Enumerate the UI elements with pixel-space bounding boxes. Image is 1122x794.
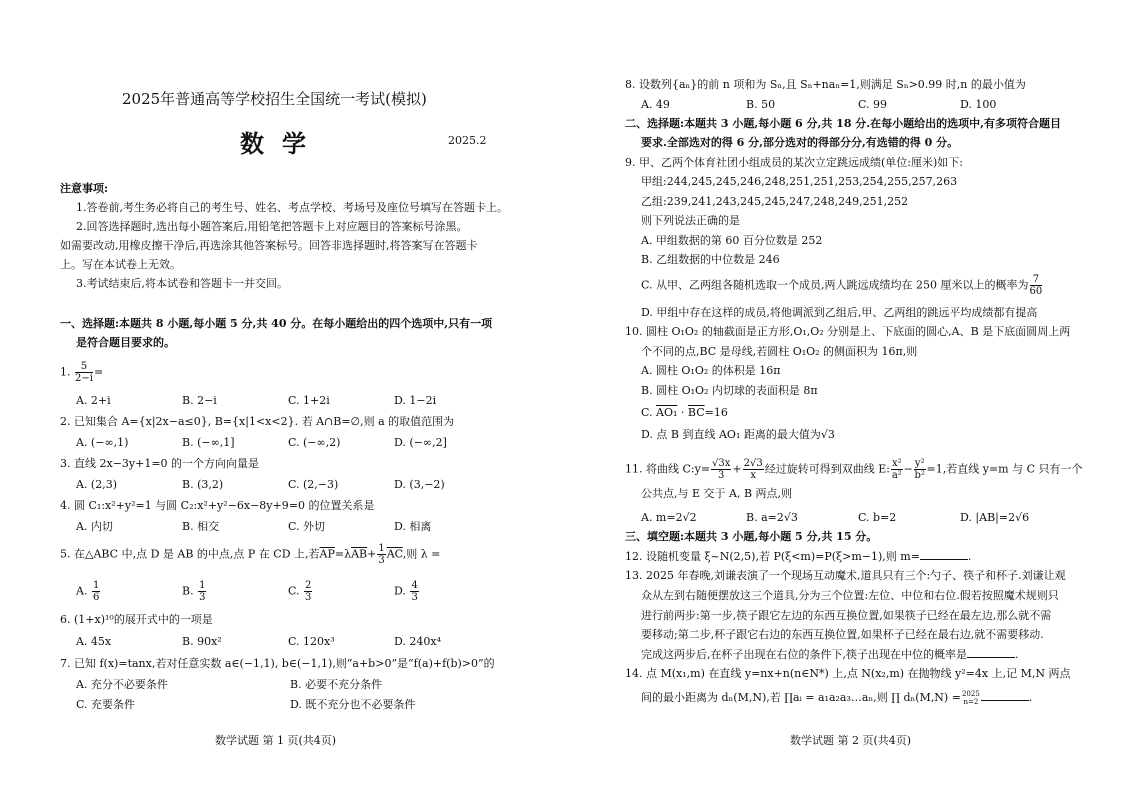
q4-option-b: B. 相交 [182,520,220,533]
section-1-heading-cont: 是符合题目要求的。 [76,336,175,349]
question-6: 6. (1+x)¹⁰的展开式中的一项是 [60,613,213,626]
exam-title: 2025年普通高等学校招生全国统一考试(模拟) [122,90,427,108]
q10-option-a: A. 圆柱 O₁O₂ 的体积是 16π [641,364,781,377]
notice-2c: 上。写在本试卷上无效。 [60,258,181,271]
q8-option-c: C. 99 [858,98,888,111]
q5-option-d: D. $\frac{4}{3}$ [394,580,418,603]
section-3-heading: 三、填空题:本题共 3 小题,每小题 5 分,共 15 分。 [625,530,878,543]
question-13-line4: 要移动;第二步,杯子跟它右边的东西互换位置,如果杯子已经在最右边,就不需要移动. [641,628,1044,641]
q1-fraction: $\frac{5}{2-i}$ [75,361,93,384]
q4-option-d: D. 相离 [394,520,432,533]
q10-option-b: B. 圆柱 O₁O₂ 内切球的表面积是 8π [641,384,818,397]
q1-option-d: D. 1−2i [394,394,437,407]
section-1-heading: 一、选择题:本题共 8 小题,每小题 5 分,共 40 分。在每小题给出的四个选项中,只有一项 [60,317,493,330]
q12-answer-blank [920,549,968,560]
question-14: 14. 点 M(x₁,m) 在直线 y=nx+n(n∈N*) 上,点 N(x₂,m) 在抛物线 y²=4x 上,记 M,N 两点 [625,667,1071,680]
q11-option-b: B. a=2√3 [746,511,798,524]
notice-1: 1.答卷前,考生务必将自己的考生号、姓名、考点学校、考场号及座位号填写在答题卡上。 [76,201,508,214]
q9-option-b: B. 乙组数据的中位数是 246 [641,253,780,266]
question-8: 8. 设数列{aₙ}的前 n 项和为 Sₙ,且 Sₙ+naₙ=1,则满足 Sₙ>0.99 时,n 的最小值为 [625,78,1026,91]
q6-option-c: C. 120x³ [288,635,335,648]
q2-option-c: C. (−∞,2) [288,436,341,449]
q14-answer-blank [981,690,1029,701]
question-10: 10. 圆柱 O₁O₂ 的轴截面是正方形,O₁,O₂ 分别是上、下底面的圆心,A、B 是下底面圆周上两 [625,325,1071,338]
q1-option-b: B. 2−i [182,394,217,407]
right-page-footer: 数学试题 第 2 页(共4页) [790,734,912,747]
vector-ab: $\overline{AB}$ [351,547,368,561]
q11-fraction-1: $\frac{√3x}{3}$ [712,458,731,481]
q11-option-d: D. |AB|=2√6 [960,511,1030,524]
question-7: 7. 已知 f(x)=tanx,若对任意实数 a∈(−1,1), b∈(−1,1),则“a+b>0”是“f(a)+f(b)>0”的 [60,657,495,670]
question-9: 9. 甲、乙两个体育社团小组成员的某次立定跳远成绩(单位:厘米)如下: [625,156,963,169]
q3-option-a: A. (2,3) [76,478,118,491]
q1-option-a: A. 2+i [76,394,111,407]
q8-option-b: B. 50 [746,98,776,111]
question-13-line5: 完成这两步后,在杯子出现在右位的条件下,筷子出现在中位的概率是 . [641,648,1019,661]
q3-option-d: D. (3,−2) [394,478,445,491]
section-2-heading-cont: 要求.全部选对的得 6 分,部分选对的得部分分,有选错的得 0 分。 [641,136,959,149]
q3-option-c: C. (2,−3) [288,478,339,491]
q5-option-d-fraction: $\frac{4}{3}$ [411,580,418,603]
q9-option-d: D. 甲组中存在这样的成员,将他调派到乙组后,甲、乙两组的跳远平均成绩都有提高 [641,306,1038,319]
q13-answer-blank [967,647,1015,658]
q1-number: 1. [60,365,71,379]
q7-option-c: C. 充要条件 [76,698,136,711]
notice-heading: 注意事项: [60,182,109,195]
q7-option-d: D. 既不充分也不必要条件 [290,698,416,711]
question-12: 12. 设随机变量 ξ~N(2,5),若 P(ξ<m)=P(ξ>m−1),则 m= . [625,550,972,563]
q11-fraction-3: $\frac{\text{x²}}{\text{a²}}$ [891,458,902,481]
q9-option-a: A. 甲组数据的第 60 百分位数是 252 [641,234,823,247]
q9-option-c-fraction: $\frac{7}{60}$ [1029,274,1043,297]
q2-option-a: A. (−∞,1) [76,436,129,449]
question-1: 1. $\frac{5}{2-i}$ = [60,361,104,384]
q9-option-c: C. 从甲、乙两组各随机选取一个成员,两人跳远成绩均在 250 厘米以上的概率为 $\frac{7}{60}$ [641,274,1043,297]
q5-option-a-fraction: $\frac{1}{6}$ [92,580,100,603]
q7-option-b: B. 必要不充分条件 [290,678,383,691]
exam-date: 2025.2 [448,134,487,147]
question-3: 3. 直线 2x−3y+1=0 的一个方向向量是 [60,457,260,470]
subject-title: 数学 [240,129,324,158]
q9-group-a: 甲组:244,245,245,246,248,251,251,253,254,255,257,263 [641,175,958,188]
q11-option-c: C. b=2 [858,511,897,524]
question-4: 4. 圆 C₁:x²+y²=1 与圆 C₂:x²+y²−6x−8y+9=0 的位置关系是 [60,499,375,512]
question-5: 5. 在△ABC 中,点 D 是 AB 的中点,点 P 在 CD 上,若$\overline{AP}=\lambda\overline{AB}+$ $\frac{1}{3}$ $\overline{AC}$,则 λ = [60,543,441,566]
section-2-heading: 二、选择题:本题共 3 小题,每小题 6 分,共 18 分.在每小题给出的选项中,有多项符合题目 [625,117,1061,130]
q6-option-d: D. 240x⁴ [394,635,442,648]
notice-3: 3.考试结束后,将本试卷和答题卡一并交回。 [76,277,288,290]
question-11: 11. 将曲线 C:y= $\frac{√3x}{3}$ + $\frac{2√3}{x}$ 经过旋转可得到双曲线 E: $\frac{\text{x²}}{\text{a²}}$ − $\frac{\text{y²}}{\text{b²}}$ =1,若直线 y=m 与 C 只有一个 [625,458,1083,481]
q6-option-a: A. 45x [76,635,112,648]
q2-option-b: B. (−∞,1] [182,436,235,449]
q4-option-a: A. 内切 [76,520,113,533]
q1-option-c: C. 1+2i [288,394,330,407]
q5-option-c-fraction: $\frac{2}{3}$ [305,580,312,603]
q10-option-d: D. 点 B 到直线 AO₁ 距离的最大值为√3 [641,428,835,441]
q10-option-c: C. $AO_1 \cdot \overline{BC}=16$ [641,406,728,419]
question-13-line2: 众从左到右随便摆放这三个道具,分为三个位置:左位、中位和右位.假若按照魔术规则只 [641,589,1059,602]
q8-option-a: A. 49 [641,98,670,111]
q9-prompt: 则下列说法正确的是 [641,214,740,227]
q3-option-b: B. (3,2) [182,478,224,491]
vector-ac: $\overline{AC}$ [386,547,403,561]
question-10-cont: 个不同的点,BC 是母线,若圆柱 O₁O₂ 的侧面积为 16π,则 [641,345,918,358]
question-14-cont: 间的最小距离为 dₙ(M,N),若 ∏aᵢ = a₁a₂a₃…aₙ,则 ∏ dₙ(M,N) = 2025 n=2 . [641,690,1033,706]
question-2: 2. 已知集合 A={x|2x−a≤0}, B={x|1<x<2}. 若 A∩B=∅,则 a 的取值范围为 [60,415,455,428]
q8-option-d: D. 100 [960,98,997,111]
q4-option-c: C. 外切 [288,520,326,533]
q2-option-d: D. (−∞,2] [394,436,447,449]
left-page-footer: 数学试题 第 1 页(共4页) [215,734,337,747]
vector-ap: $\overline{AP}$ [319,547,335,561]
q11-fraction-4: $\frac{\text{y²}}{\text{b²}}$ [914,458,925,481]
question-13: 13. 2025 年春晚,刘谦表演了一个现场互动魔术,道具只有三个:勺子、筷子和杯子.刘谦让观 [625,569,1066,582]
question-11-cont: 公共点,与 E 交于 A, B 两点,则 [641,487,793,500]
q5-option-c: C. $\frac{2}{3}$ [288,580,312,603]
notice-2a: 2.回答选择题时,选出每小题答案后,用铅笔把答题卡上对应题目的答案标号涂黑。 [76,220,468,233]
q5-option-b: B. $\frac{1}{3}$ [182,580,206,603]
question-13-line3: 进行前两步:第一步,筷子跟它左边的东西互换位置,如果筷子已经在最左边,那么就不需 [641,609,1052,622]
q5-fraction: $\frac{1}{3}$ [378,543,385,566]
q6-option-b: B. 90x² [182,635,222,648]
notice-2b: 如需要改动,用橡皮擦干净后,再选涂其他答案标号。回答非选择题时,将答案写在答题卡 [60,239,478,252]
q9-group-b: 乙组:239,241,243,245,245,247,248,249,251,252 [641,195,909,208]
q14-product-bounds: 2025 n=2 [961,690,980,706]
q11-option-a: A. m=2√2 [641,511,697,524]
q5-option-b-fraction: $\frac{1}{3}$ [199,580,206,603]
vector-ao1: AO₁ [656,406,678,419]
q5-option-a: A. $\frac{1}{6}$ [76,580,100,603]
q7-option-a: A. 充分不必要条件 [76,678,168,691]
vector-bc: $\overline{BC}$ [687,406,705,419]
q11-fraction-2: $\frac{2√3}{x}$ [743,458,763,481]
